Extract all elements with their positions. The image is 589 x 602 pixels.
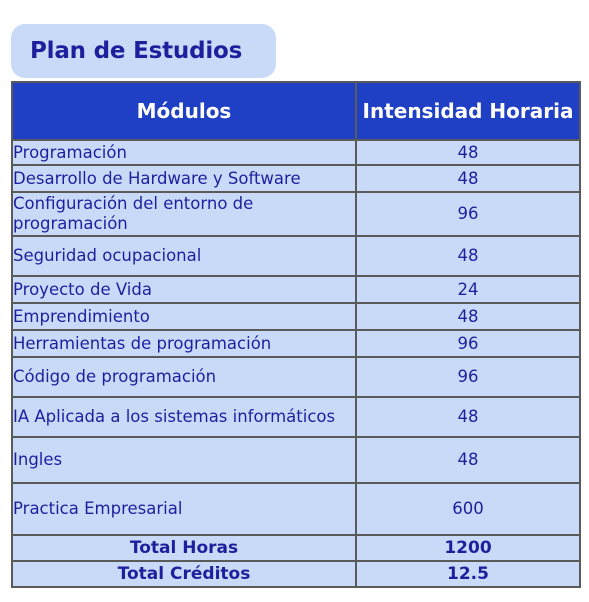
table-row — [12, 236, 580, 276]
module-hours: 48 — [356, 437, 580, 483]
total-hours-row — [12, 535, 580, 561]
table-row — [12, 397, 580, 437]
module-hours: 48 — [356, 165, 580, 192]
table-row — [12, 483, 580, 535]
module-hours: 48 — [356, 303, 580, 330]
total-credits-row — [12, 561, 580, 587]
table-row — [12, 330, 580, 357]
module-hours: 48 — [356, 236, 580, 276]
module-hours: 96 — [356, 192, 580, 236]
module-hours: 48 — [356, 397, 580, 437]
module-name: Desarrollo de Hardware y Software — [12, 165, 356, 192]
table-row — [12, 303, 580, 330]
module-hours: 96 — [356, 330, 580, 357]
module-name: Código de programación — [12, 357, 356, 397]
module-name: Configuración del entorno de programación — [12, 192, 356, 236]
page-title-pill — [11, 24, 276, 78]
table-row — [12, 357, 580, 397]
total-hours-label: Total Horas — [12, 535, 356, 561]
module-name: Herramientas de programación — [12, 330, 356, 357]
header-modulos: Módulos — [12, 82, 356, 140]
table-row — [12, 437, 580, 483]
module-hours: 600 — [356, 483, 580, 535]
module-hours: 24 — [356, 276, 580, 303]
table-row — [12, 165, 580, 192]
module-name: Practica Empresarial — [12, 483, 356, 535]
table-row — [12, 140, 580, 165]
table-header-row — [12, 82, 580, 140]
module-hours: 96 — [356, 357, 580, 397]
module-hours: 48 — [356, 140, 580, 165]
module-name: Seguridad ocupacional — [12, 236, 356, 276]
table-row — [12, 192, 580, 236]
module-name: Programación — [12, 140, 356, 165]
table-row — [12, 276, 580, 303]
total-credits-label: Total Créditos — [12, 561, 356, 587]
module-name: Ingles — [12, 437, 356, 483]
module-name: IA Aplicada a los sistemas informáticos — [12, 397, 356, 437]
total-hours-value: 1200 — [356, 535, 580, 561]
study-plan-table — [11, 81, 581, 588]
total-credits-value: 12.5 — [356, 561, 580, 587]
module-name: Emprendimiento — [12, 303, 356, 330]
module-name: Proyecto de Vida — [12, 276, 356, 303]
header-intensidad: Intensidad Horaria — [356, 82, 580, 140]
page-title: Plan de Estudios — [30, 38, 243, 64]
